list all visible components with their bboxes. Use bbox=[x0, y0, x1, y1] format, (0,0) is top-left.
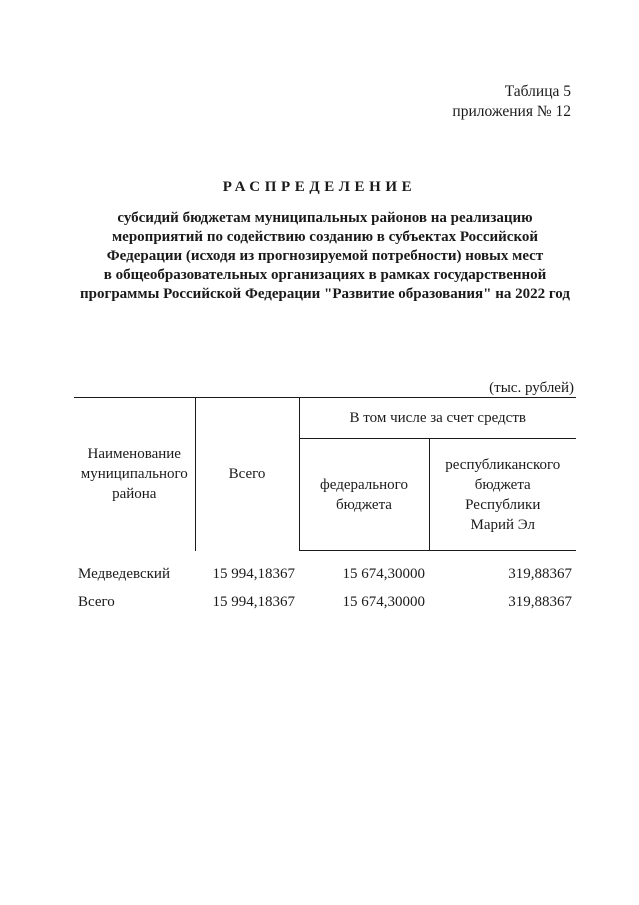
table-header-row bbox=[74, 398, 576, 439]
cell-republic: 319,88367 bbox=[508, 593, 572, 610]
subtitle-line: Федерации (исходя из прогнозируемой потребности) новых мест bbox=[106, 248, 544, 264]
table-row-total bbox=[74, 584, 576, 612]
cell-total: 15 994,18367 bbox=[212, 565, 295, 582]
document-title: РАСПРЕДЕЛЕНИЕ bbox=[222, 179, 417, 195]
cell-federal: 15 674,30000 bbox=[342, 593, 425, 610]
annex-reference bbox=[452, 82, 571, 122]
header-municipality: Наименование муниципального района bbox=[74, 398, 195, 551]
subtitle-line: мероприятий по содействию созданию в субъектах Российской bbox=[111, 229, 539, 245]
cell-municipality: Медведевский bbox=[78, 565, 170, 582]
units-label: (тыс. рублей) bbox=[489, 380, 574, 396]
annex-number-label: приложения № 12 bbox=[452, 103, 571, 120]
subtitle-line: в общеобразовательных организациях в рамках государственной bbox=[103, 267, 547, 283]
header-federal-budget: федерального бюджета bbox=[299, 439, 429, 551]
cell-total: 15 994,18367 bbox=[212, 593, 295, 610]
cell-municipality: Всего bbox=[78, 593, 115, 610]
header-total: Всего bbox=[195, 398, 299, 551]
subsidy-distribution-table bbox=[74, 397, 576, 612]
document-subtitle bbox=[60, 209, 590, 304]
cell-federal: 15 674,30000 bbox=[342, 565, 425, 582]
table-number-label: Таблица 5 bbox=[504, 83, 571, 100]
cell-republic: 319,88367 bbox=[508, 565, 572, 582]
subtitle-line: программы Российской Федерации "Развитие образования" на 2022 год bbox=[80, 286, 570, 302]
header-funding-sources: В том числе за счет средств bbox=[299, 398, 576, 439]
table-row bbox=[74, 551, 576, 584]
header-republic-budget: республиканского бюджета Республики Марий Эл bbox=[429, 439, 576, 551]
subtitle-line: субсидий бюджетам муниципальных районов на реализацию bbox=[117, 210, 533, 226]
